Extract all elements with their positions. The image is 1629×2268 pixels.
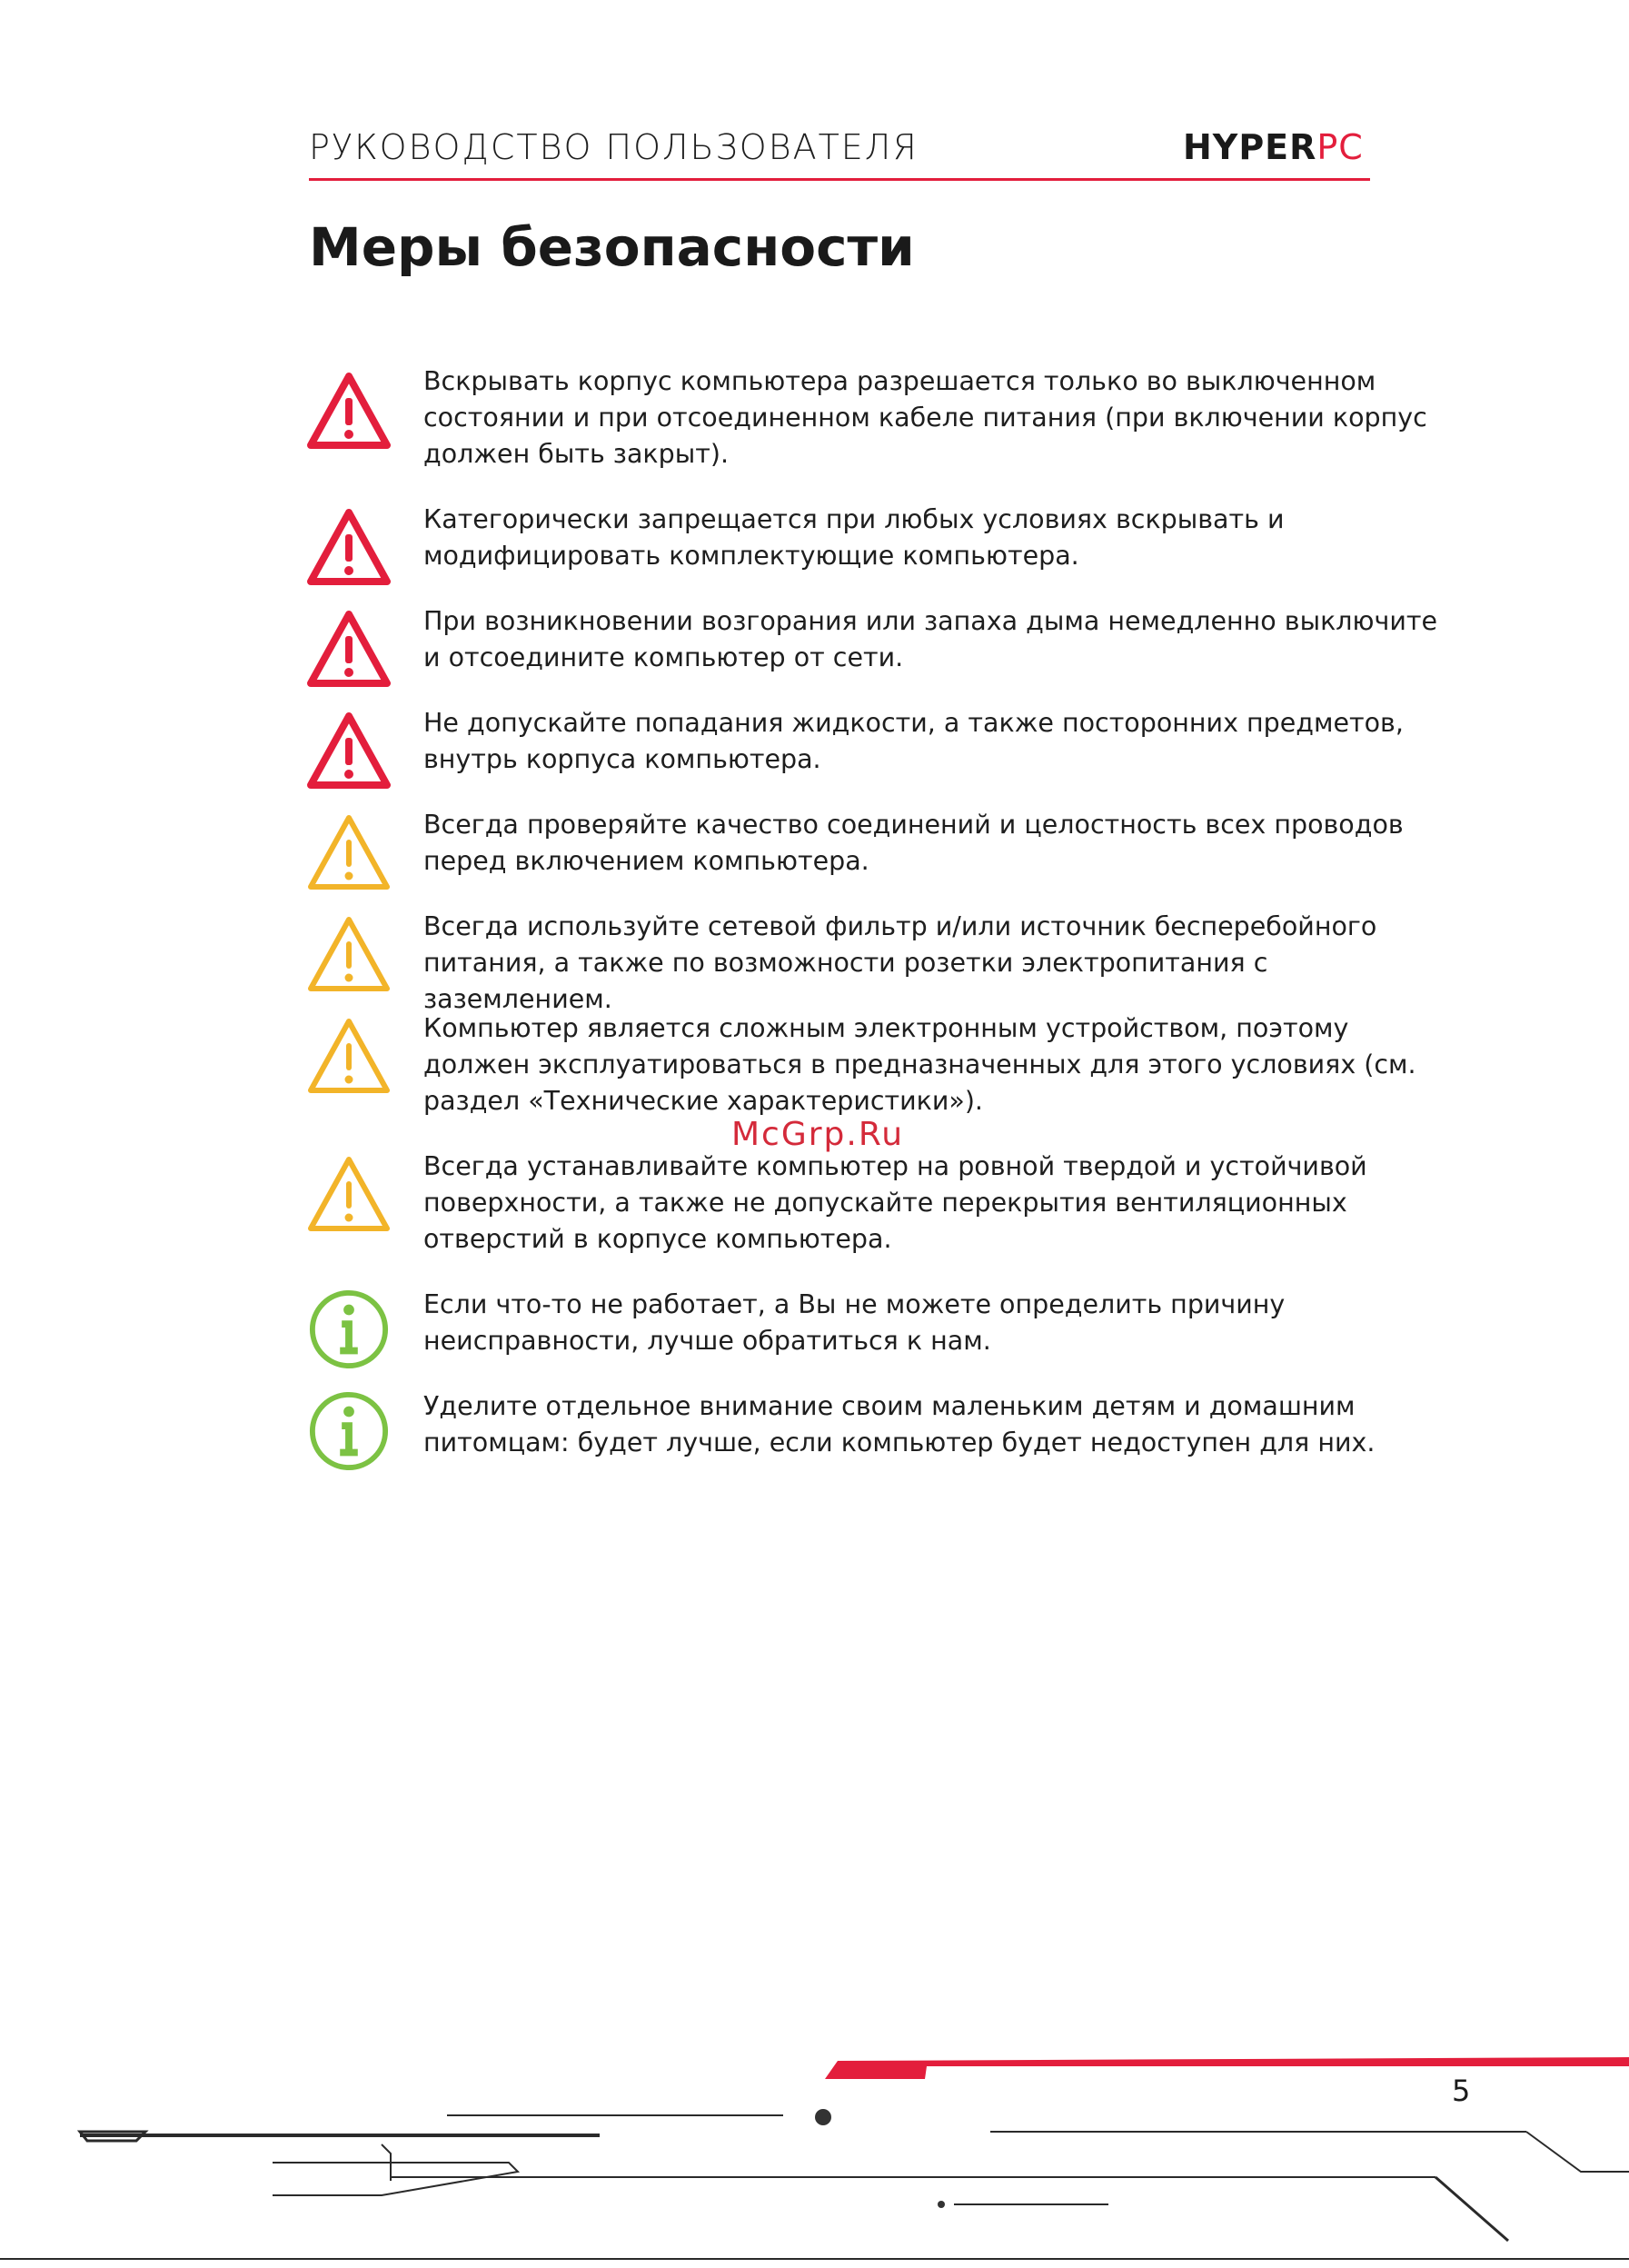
warning-red-icon: [307, 607, 391, 689]
warning-yellow-icon: [307, 811, 391, 892]
page-number: 5: [1452, 2074, 1471, 2108]
safety-item-text: Категорически запрещается при любых условиях вскрывать и модифицировать комплектующие компьютера.: [423, 504, 1285, 571]
safety-item-text: Не допускайте попадания жидкости, а также посторонних предметов, внутрь корпуса компьютера.: [423, 708, 1404, 774]
footer-circuit-decoration: [0, 2035, 1629, 2268]
safety-item-text: Если что-то не работает, а Вы не можете определить причину неисправности, лучше обратиться к нам.: [423, 1289, 1286, 1356]
warning-yellow-icon: [307, 1152, 391, 1234]
safety-item-text: При возникновении возгорания или запаха дыма немедленно выключите и отсоедините компьютер от сети.: [423, 606, 1438, 672]
warning-yellow-icon: [307, 1014, 391, 1096]
info-green-icon: [307, 1288, 391, 1370]
safety-item-text: Уделите отдельное внимание своим маленьким детям и домашним питомцам: будет лучше, если компьютер будет недоступен для них.: [423, 1391, 1376, 1457]
page-title: Меры безопасности: [309, 216, 915, 278]
safety-item-text: Всегда проверяйте качество соединений и целостность всех проводов перед включением компьютера.: [423, 810, 1404, 876]
warning-yellow-icon: [307, 912, 391, 994]
warning-red-icon: [307, 369, 391, 451]
header-title: РУКОВОДСТВО ПОЛЬЗОВАТЕЛЯ: [309, 127, 919, 167]
safety-item-text: Всегда используйте сетевой фильтр и/или источник бесперебойного питания, а также по возможности розетки электропитания с заземлением.: [423, 911, 1377, 1014]
warning-red-icon: [307, 505, 391, 587]
safety-item-text: Компьютер является сложным электронным устройством, поэтому должен эксплуатироваться в предназначенных для этого условиях (см. раздел «Технические характеристики»).: [423, 1013, 1416, 1116]
safety-item-text: Вскрывать корпус компьютера разрешается только во выключенном состоянии и при отсоединенном кабеле питания (при включении корпус должен быть закрыт).: [423, 366, 1427, 469]
warning-red-icon: [307, 709, 391, 791]
header-divider: [309, 178, 1370, 181]
safety-item-text: Всегда устанавливайте компьютер на ровной твердой и устойчивой поверхности, а также не допускайте перекрытия вентиляционных отверстий в корпусе компьютера.: [423, 1151, 1367, 1254]
info-green-icon: [307, 1390, 391, 1472]
logo-light-text: PC: [1316, 127, 1364, 167]
logo-bold-text: HYPER: [1183, 127, 1317, 167]
brand-logo: [1183, 127, 1364, 167]
watermark: McGrp.Ru: [731, 1116, 905, 1153]
